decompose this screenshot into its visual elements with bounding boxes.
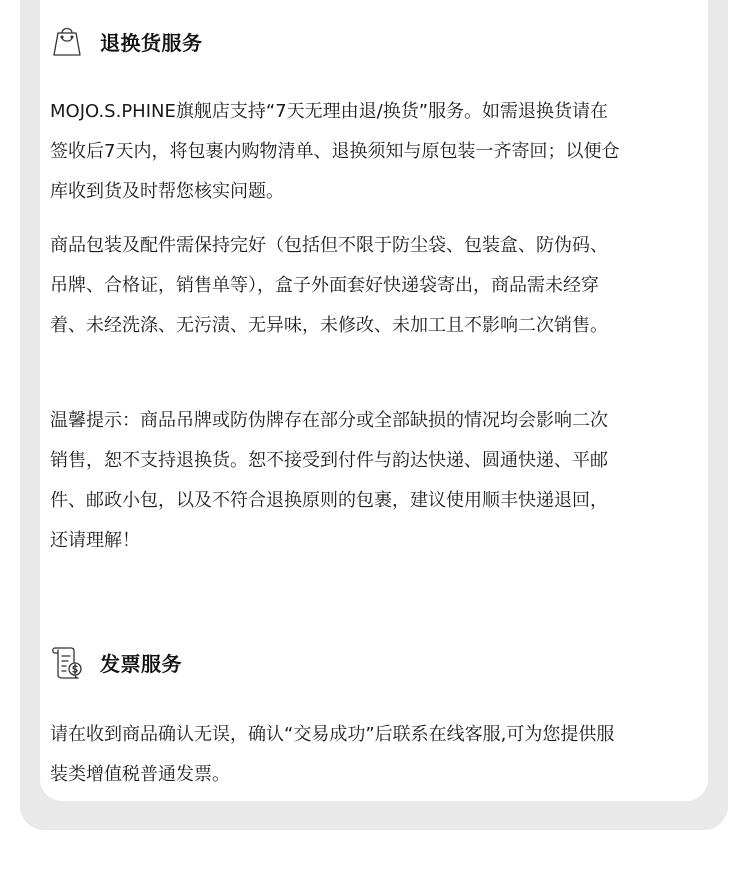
returns-section-title: 退换货服务	[100, 30, 203, 55]
warm-tips-paragraph: 温馨提示：商品吊牌或防伪牌存在部分或全部缺损的情况均会影响二次销售，恕不支持退换货。恕不接受到付件与韵达快递、圆通快递、平邮件、邮政小包，以及不符合退换原则的包裹，建议使用顺丰快递退回，还请理解！	[50, 410, 608, 551]
invoice-section-title: 发票服务	[100, 651, 182, 676]
receipt-scroll-icon	[50, 644, 84, 680]
shopping-bag-icon	[50, 23, 84, 59]
returns-section-header	[50, 21, 203, 61]
returns-policy-paragraph: MOJO.S.PHINE旗舰店支持“7天无理由退/换货”服务。如需退换货请在签收后7天内，将包裹内购物清单、退换须知与原包装一齐寄回；以便仓库收到货及时帮您核实问题。	[50, 101, 620, 202]
packaging-requirements-paragraph: 商品包装及配件需保持完好（包括但不限于防尘袋、包装盒、防伪码、吊牌、合格证，销售单等），盒子外面套好快递袋寄出，商品需未经穿着、未经洗涤、无污渍、无异味，未修改、未加工且不影响二次销售。	[50, 235, 608, 336]
invoice-info-paragraph: 请在收到商品确认无误，确认“交易成功”后联系在线客服,可为您提供服装类增值税普通发票。	[50, 724, 615, 785]
invoice-section-header	[50, 642, 182, 682]
